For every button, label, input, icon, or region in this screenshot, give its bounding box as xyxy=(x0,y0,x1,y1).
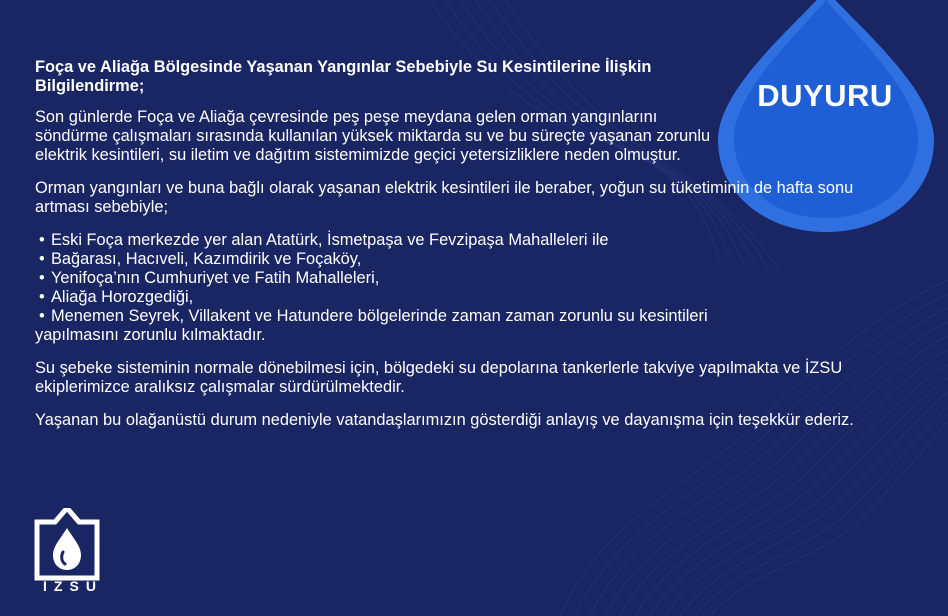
duyuru-badge-label: DUYURU xyxy=(757,78,893,113)
list-item: • Menemen Seyrek, Villakent ve Hatundere bölgelerinde zaman zaman zorunlu su kesintileri xyxy=(35,307,865,326)
paragraph-3: Su şebeke sisteminin normale dönebilmesi için, bölgedeki su depolarına tankerlerle takviye yapılmakta ve İZSU ekiplerimizce aralıksız çalışmalar sürdürülmektedir. xyxy=(35,359,843,396)
paragraph-2: Orman yangınları ve buna bağlı olarak yaşanan elektrik kesintileri ile beraber, yoğun su tüketiminin de hafta sonu artması sebebiyle; xyxy=(35,179,854,216)
list-item: • Bağarası, Hacıveli, Kazımdirik ve Foçaköy, xyxy=(35,250,865,269)
list-item: • Aliağa Horozgediği, xyxy=(35,288,865,307)
list-trailing-text: yapılmasını zorunlu kılmaktadır. xyxy=(35,326,266,344)
paragraph-4: Yaşanan bu olağanüstü durum nedeniyle vatandaşlarımızın gösterdiği anlayış ve dayanışma için teşekkür ederiz. xyxy=(35,411,854,429)
list-item: • Yenifoça’nın Cumhuriyet ve Fatih Mahalleleri, xyxy=(35,269,865,288)
paragraph-1: Son günlerde Foça ve Aliağa çevresinde peş peşe meydana gelen orman yangınlarını söndürme çalışmaları sırasında kullanılan yüksek miktarda su ve bu süreçte yaşanan zorunlu elektrik kesintileri, su iletim ve dağıtım sistemimizde geçici yetersizliklere neden olmuştur. xyxy=(35,108,711,164)
announcement-content xyxy=(35,58,865,444)
list-item: • Eski Foça merkezde yer alan Atatürk, İsmetpaşa ve Fevzipaşa Mahalleleri ile xyxy=(35,231,865,250)
izsu-logo-text: İZSU xyxy=(43,578,103,594)
announcement-title: Foça ve Aliağa Bölgesinde Yaşanan Yangınlar Sebebiyle Su Kesintilerine İlişkin Bilgilendirme; xyxy=(35,58,652,95)
affected-areas-list xyxy=(35,231,865,326)
